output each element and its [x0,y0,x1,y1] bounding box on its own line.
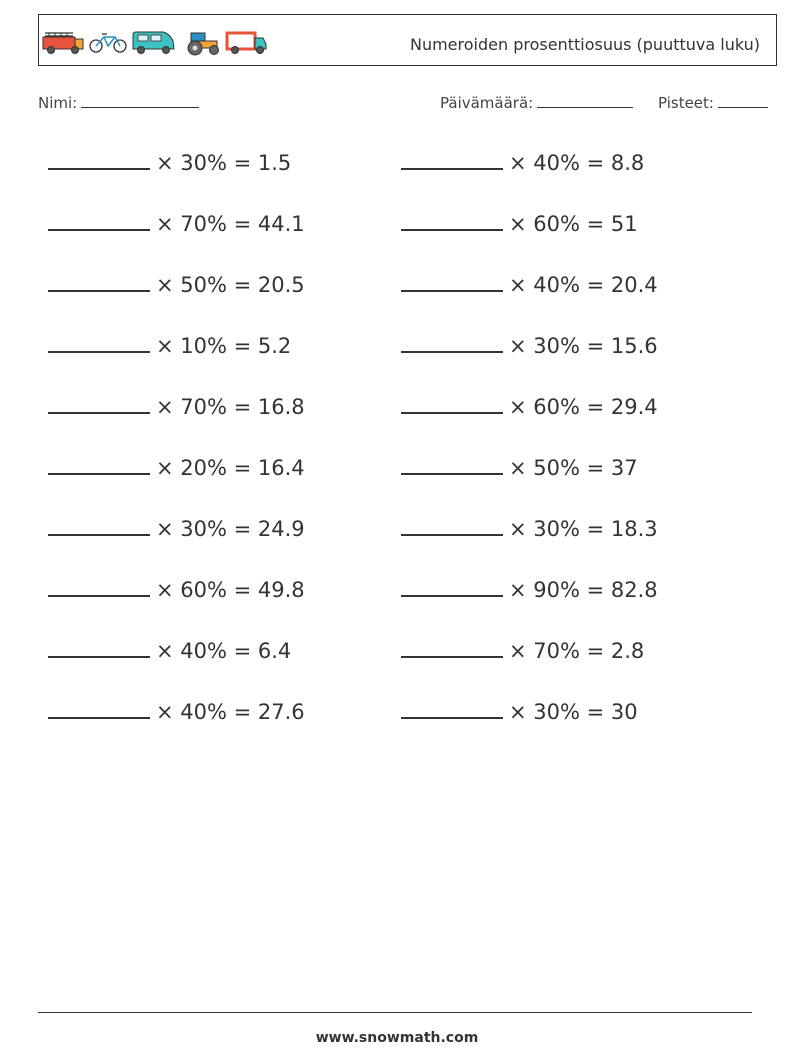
worksheet-header [38,14,777,66]
problem-item[interactable] [48,394,305,419]
date-label: Päivämäärä: [440,94,534,112]
problem-item[interactable] [401,272,658,297]
answer-blank[interactable] [401,699,503,719]
answer-blank[interactable] [48,150,150,170]
date-blank[interactable] [537,93,633,108]
problem-item[interactable] [401,577,658,602]
problem-item[interactable] [48,577,305,602]
problem-text: × 30% = 1.5 [156,151,292,175]
answer-blank[interactable] [48,211,150,231]
date-field[interactable] [440,93,633,112]
problem-text: × 40% = 8.8 [509,151,645,175]
problem-item[interactable] [48,638,291,663]
problem-text: × 40% = 20.4 [509,273,658,297]
tractor-icon [188,33,219,55]
problem-text: × 30% = 24.9 [156,517,305,541]
name-blank[interactable] [81,93,199,108]
problem-item[interactable] [48,150,291,175]
answer-blank[interactable] [48,638,150,658]
answer-blank[interactable] [48,272,150,292]
problem-text: × 20% = 16.4 [156,456,305,480]
bicycle-icon [90,34,126,52]
answer-blank[interactable] [48,577,150,597]
answer-blank[interactable] [401,455,503,475]
problem-item[interactable] [401,150,644,175]
problem-item[interactable] [48,699,305,724]
van-icon [133,32,174,54]
footer-divider [38,1012,752,1013]
problem-item[interactable] [48,516,305,541]
answer-blank[interactable] [48,333,150,353]
problem-text: × 30% = 30 [509,700,638,724]
problem-item[interactable] [48,272,305,297]
answer-blank[interactable] [401,272,503,292]
answer-blank[interactable] [401,516,503,536]
footer-url[interactable]: www.snowmath.com [315,1030,479,1046]
problem-text: × 30% = 15.6 [509,334,658,358]
problem-item[interactable] [401,211,638,236]
problem-text: × 50% = 20.5 [156,273,305,297]
problem-item[interactable] [401,699,638,724]
vehicle-icons [41,25,271,57]
problem-text: × 70% = 16.8 [156,395,305,419]
problem-item[interactable] [48,333,291,358]
problem-text: × 60% = 49.8 [156,578,305,602]
problem-text: × 10% = 5.2 [156,334,292,358]
answer-blank[interactable] [401,211,503,231]
problem-text: × 50% = 37 [509,456,638,480]
problem-text: × 30% = 18.3 [509,517,658,541]
score-blank[interactable] [718,93,768,108]
score-field[interactable] [658,93,768,112]
problem-text: × 60% = 51 [509,212,638,236]
problem-text: × 70% = 2.8 [509,639,645,663]
answer-blank[interactable] [401,333,503,353]
answer-blank[interactable] [401,150,503,170]
answer-blank[interactable] [401,638,503,658]
problem-item[interactable] [401,394,658,419]
problem-text: × 40% = 6.4 [156,639,292,663]
fire-truck-icon [43,33,83,54]
answer-blank[interactable] [48,394,150,414]
problem-item[interactable] [48,211,305,236]
answer-blank[interactable] [48,455,150,475]
answer-blank[interactable] [48,516,150,536]
problem-text: × 70% = 44.1 [156,212,305,236]
worksheet-title: Numeroiden prosenttiosuus (puuttuva luku) [409,35,760,54]
truck-icon [227,33,266,54]
name-field[interactable] [38,93,199,112]
problem-item[interactable] [401,333,658,358]
problem-text: × 60% = 29.4 [509,395,658,419]
problem-text: × 40% = 27.6 [156,700,305,724]
answer-blank[interactable] [401,577,503,597]
answer-blank[interactable] [48,699,150,719]
problem-item[interactable] [401,638,644,663]
problem-item[interactable] [48,455,305,480]
name-label: Nimi: [38,94,78,112]
problem-item[interactable] [401,516,658,541]
answer-blank[interactable] [401,394,503,414]
score-label: Pisteet: [658,94,714,112]
problem-text: × 90% = 82.8 [509,578,658,602]
problem-item[interactable] [401,455,638,480]
